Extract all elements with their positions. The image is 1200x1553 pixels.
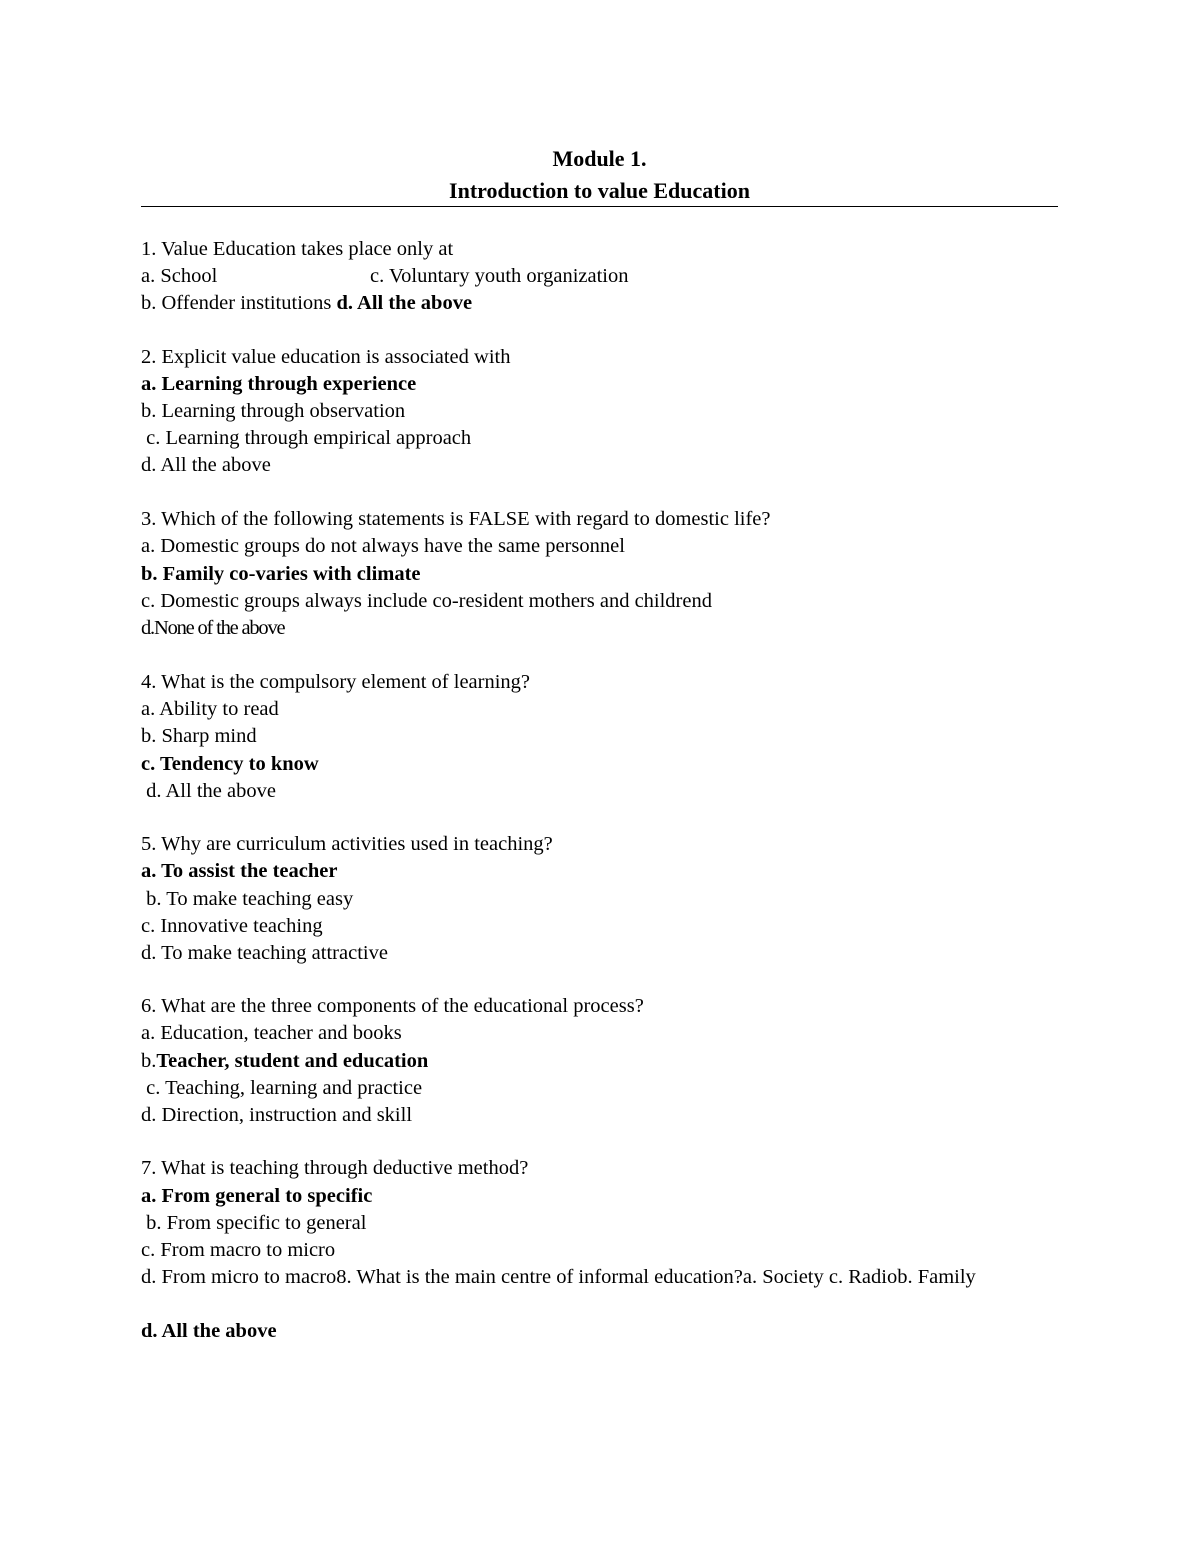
q3-option-a: a. Domestic groups do not always have the same personnel xyxy=(141,535,625,557)
question-3: 3. Which of the following statements is FALSE with regard to domestic life? xyxy=(141,508,771,530)
q4-option-b: b. Sharp mind xyxy=(141,725,257,747)
q4-answer-c: c. Tendency to know xyxy=(141,753,319,775)
q7-option-b: b. From specific to general xyxy=(141,1212,367,1234)
q4-option-a: a. Ability to read xyxy=(141,698,279,720)
q2-option-b: b. Learning through observation xyxy=(141,400,406,422)
q1-option-b: b. Offender institutions xyxy=(141,292,337,314)
question-1: 1. Value Education takes place only at xyxy=(141,238,454,260)
module-subtitle: Introduction to value Education xyxy=(449,178,750,203)
question-5: 5. Why are curriculum activities used in teaching? xyxy=(141,833,553,855)
q7-option-c: c. From macro to micro xyxy=(141,1239,336,1261)
q6-option-d: d. Direction, instruction and skill xyxy=(141,1104,413,1126)
q1-answer-d: d. All the above xyxy=(336,292,473,314)
module-title: Module 1. xyxy=(552,146,647,171)
q1-option-row-b-d xyxy=(141,290,472,317)
q2-answer-a: a. Learning through experience xyxy=(141,373,417,395)
q3-option-c: c. Domestic groups always include co-resident mothers and childrend xyxy=(141,590,712,612)
q6-answer-b: Teacher, student and education xyxy=(156,1050,429,1072)
q6-option-a: a. Education, teacher and books xyxy=(141,1022,402,1044)
question-6: 6. What are the three components of the educational process? xyxy=(141,995,644,1017)
question-2: 2. Explicit value education is associated with xyxy=(141,346,511,368)
q8-answer-d: d. All the above xyxy=(141,1320,277,1342)
q2-option-c: c. Learning through empirical approach xyxy=(141,427,472,449)
title-divider xyxy=(141,206,1058,207)
q3-answer-b: b. Family co-varies with climate xyxy=(141,563,421,585)
q7-option-d-run-on: d. From micro to macro8. What is the main centre of informal education?a. Society c. Radiob. Family xyxy=(141,1266,976,1288)
q6-option-b-prefix: b. xyxy=(141,1050,157,1072)
q6-option-c: c. Teaching, learning and practice xyxy=(141,1077,423,1099)
q6-option-row-b xyxy=(141,1048,428,1075)
q5-option-c: c. Innovative teaching xyxy=(141,915,323,937)
q2-option-d: d. All the above xyxy=(141,454,271,476)
q1-option-a: a. School xyxy=(141,265,218,287)
q4-option-d: d. All the above xyxy=(141,780,276,802)
q7-answer-a: a. From general to specific xyxy=(141,1185,373,1207)
q1-option-c: c. Voluntary youth organization xyxy=(370,265,629,287)
q3-option-d: d.None of the above xyxy=(141,617,285,639)
q5-option-d: d. To make teaching attractive xyxy=(141,942,388,964)
q5-option-b: b. To make teaching easy xyxy=(141,888,354,910)
question-7: 7. What is teaching through deductive method? xyxy=(141,1157,529,1179)
question-4: 4. What is the compulsory element of learning? xyxy=(141,671,531,693)
q5-answer-a: a. To assist the teacher xyxy=(141,860,338,882)
